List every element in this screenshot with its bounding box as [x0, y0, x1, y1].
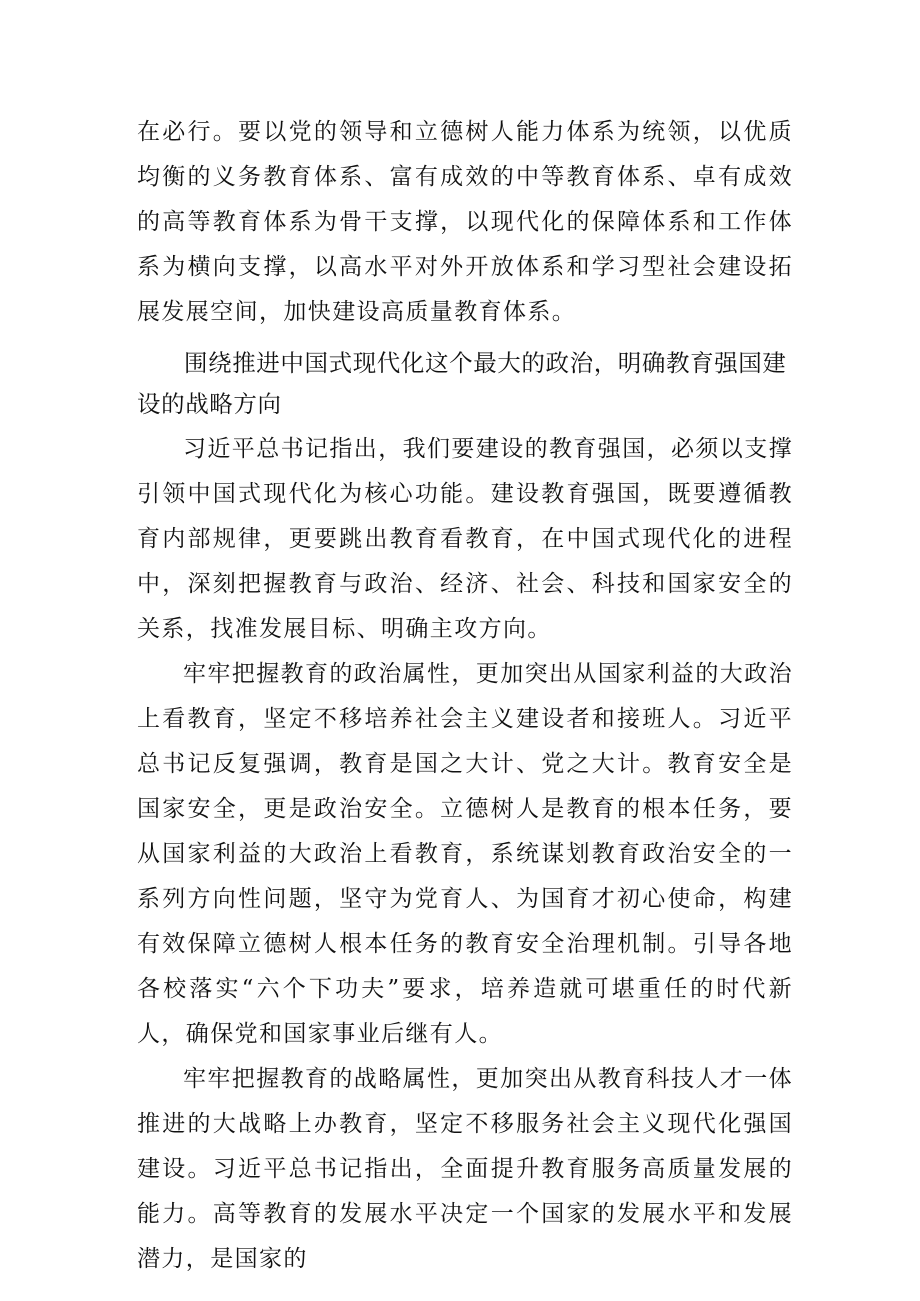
paragraph-strategic-attribute: 牢牢把握教育的战略属性，更加突出从教育科技人才一体推进的大战略上办教育，坚定不移服务社会主义现代化强国建设。习近平总书记指出，全面提升教育服务高质量发展的能力。高等教育的发展水平决定一个国家的发展水平和发展潜力，是国家的 — [137, 1066, 793, 1272]
document-body — [137, 110, 793, 1282]
section-heading: 围绕推进中国式现代化这个最大的政治，明确教育强国建设的战略方向 — [137, 349, 787, 418]
paragraph-political-attribute: 牢牢把握教育的政治属性，更加突出从国家利益的大政治上看教育，坚定不移培养社会主义建设者和接班人。习近平总书记反复强调，教育是国之大计、党之大计。教育安全是国家安全，更是政治安全。立德树人是教育的根本任务，要从国家利益的大政治上看教育，系统谋划教育政治安全的一系列方向性问题，坚守为党育人、为国育才初心使命，构建有效保障立德树人根本任务的教育安全治理机制。引导各地各校落实“六个下功夫”要求，培养造就可堪重任的时代新人，确保党和国家事业后继有人。 — [137, 661, 793, 1047]
paragraph-continuation: 在必行。要以党的领导和立德树人能力体系为统领，以优质均衡的义务教育体系、富有成效的中等教育体系、卓有成效的高等教育体系为骨干支撑，以现代化的保障体系和工作体系为横向支撑，以高水平对外开放体系和学习型社会建设拓展发展空间，加快建设高质量教育体系。 — [137, 119, 793, 325]
paragraph-core-function: 习近平总书记指出，我们要建设的教育强国，必须以支撑引领中国式现代化为核心功能。建设教育强国，既要遵循教育内部规律，更要跳出教育看教育，在中国式现代化的进程中，深刻把握教育与政治、经济、社会、科技和国家安全的关系，找准发展目标、明确主攻方向。 — [137, 436, 793, 642]
